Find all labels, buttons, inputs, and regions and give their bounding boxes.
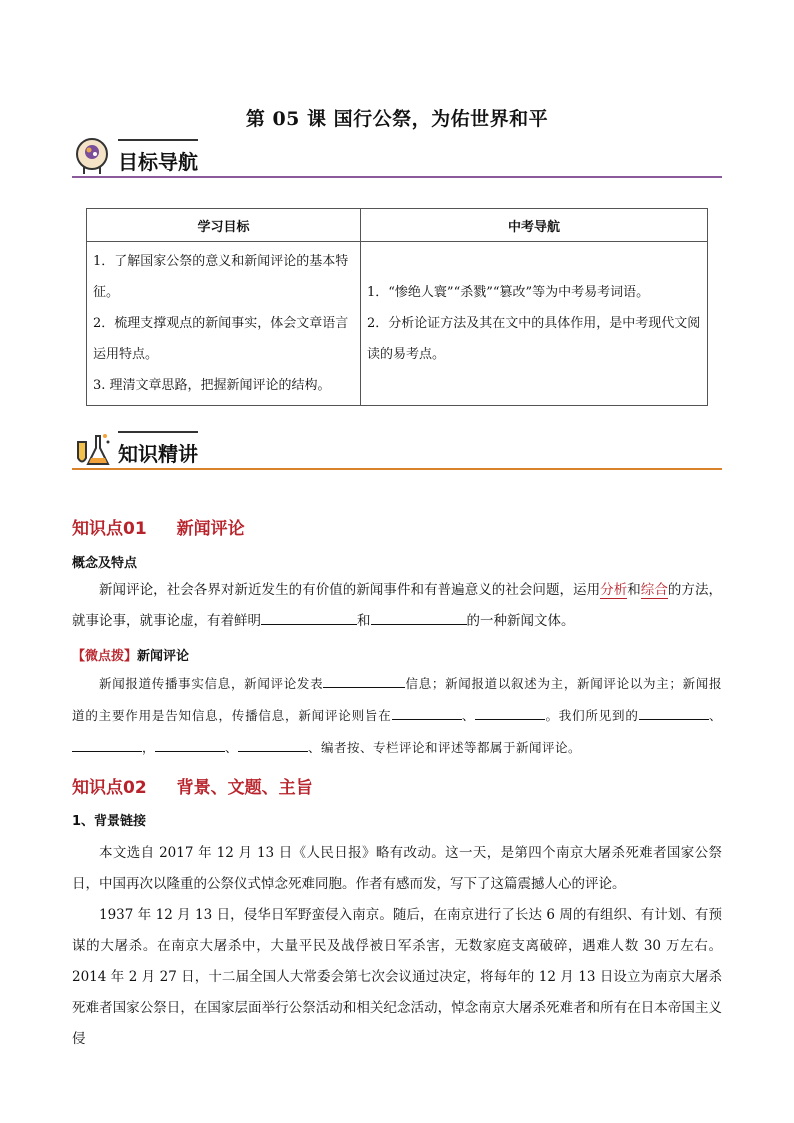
tip-heading (72, 645, 189, 664)
heading-overline (118, 139, 198, 141)
fill-blank[interactable] (72, 736, 142, 752)
text-run: 新闻报道传播事实信息，新闻评论发表 (99, 676, 324, 691)
fill-blank[interactable] (392, 704, 462, 720)
text-run: 信息；新闻报道以叙述为主，新闻评论以为主；新闻报道的主要作用是告知信息，传播信息，新闻评论则旨在 (72, 676, 722, 723)
text-run: 、编者按、专栏评论和评述等都属于新闻评论。 (308, 740, 582, 755)
paragraph (72, 575, 722, 637)
fill-blank[interactable] (238, 736, 308, 752)
section-title: 知识精讲 (118, 442, 198, 466)
goal-item: 1．了解国家公祭的意义和新闻评论的基本特征。 (93, 254, 349, 300)
goal-item: 3. 理清文章思路，把握新闻评论的结构。 (93, 378, 331, 393)
kp-title: 背景、文题、主旨 (176, 778, 313, 798)
exam-item: 1．“惨绝人寰”“杀戮”“篡改”等为中考易考词语。 (367, 285, 650, 300)
tip-paragraph (72, 668, 722, 764)
exam-cell (361, 242, 708, 406)
kp-label: 知识点02 (72, 778, 147, 798)
text-run: 和 (627, 582, 641, 598)
exam-item: 2．分析论证方法及其在文中的具体作用，是中考现代文阅读的易考点。 (367, 316, 701, 362)
section-rule (72, 468, 722, 470)
text-run: 、 (225, 740, 239, 755)
fill-blank[interactable] (475, 704, 545, 720)
fill-blank[interactable] (371, 609, 467, 625)
kp-label: 知识点01 (72, 519, 147, 539)
fill-blank[interactable] (639, 704, 709, 720)
goal-item: 2．梳理支撑观点的新闻事实，体会文章语言运用特点。 (93, 316, 349, 362)
paragraph: 1937 年 12 月 13 日，侵华日军野蛮侵入南京。随后，在南京进行了长达 6 周的有组织、有计划、有预谋的大屠杀。在南京大屠杀中，大量平民及战俘被日军杀害，无数家庭支离破碎，遇难人数 30 万左右。2014 年 2 月 27 日，十二届全国人大常委会第七次会议通过决定，将每年的 12 月 13 日设立为南京大屠杀死难者国家公祭日，在国家层面举行公祭活动和相关纪念活动，悼念南京大屠杀死难者和所有在日本帝国主义侵 (72, 907, 722, 1047)
subheading: 概念及特点 (72, 556, 138, 571)
section-heading-knowledge (72, 428, 722, 474)
page-title: 第 05 课 国行公祭，为佑世界和平 (245, 108, 549, 130)
kp-title: 新闻评论 (176, 519, 245, 539)
text-run: 的方法，就事论事，就事论虚，有着鲜明 (72, 582, 723, 629)
paragraph: 本文选自 2017 年 12 月 13 日《人民日报》略有改动。这一天，是第四个南京大屠杀死难者国家公祭日，中国再次以隆重的公祭仪式悼念死难同胞。作者有感而发，写下了这篇震撼人心的评论。 (72, 845, 722, 892)
fill-blank[interactable] (261, 609, 357, 625)
tip-title: 新闻评论 (137, 649, 190, 664)
section-rule (72, 176, 722, 178)
tip-bracket: 【微点拨】 (72, 649, 138, 664)
keyword-highlight: 分析 (600, 582, 628, 598)
text-run: 、 (461, 708, 476, 723)
lab-flask-icon (72, 428, 112, 468)
text-run: ， (142, 740, 156, 755)
subheading: 1、背景链接 (72, 814, 147, 829)
goals-cell (87, 242, 361, 406)
goal-table (86, 208, 708, 406)
fill-blank[interactable] (155, 736, 225, 752)
section-title: 目标导航 (118, 150, 198, 174)
text-run: 和 (357, 613, 371, 629)
keyword-highlight: 综合 (640, 582, 668, 598)
text-run: 。我们所见到的 (545, 708, 639, 723)
fill-blank[interactable] (323, 672, 405, 688)
section-heading-goals (72, 136, 722, 182)
knowledge-point-heading (72, 773, 313, 798)
table-header-goals: 学习目标 (87, 209, 361, 242)
brain-icon (72, 136, 112, 176)
heading-overline (118, 431, 198, 433)
knowledge-point-heading (72, 514, 245, 539)
table-header-exam: 中考导航 (361, 209, 708, 242)
text-run: 新闻评论，社会各界对新近发生的有价值的新闻事件和有普遍意义的社会问题，运用 (99, 582, 601, 598)
text-run: 的一种新闻文体。 (466, 613, 575, 629)
text-run: 、 (708, 708, 722, 723)
